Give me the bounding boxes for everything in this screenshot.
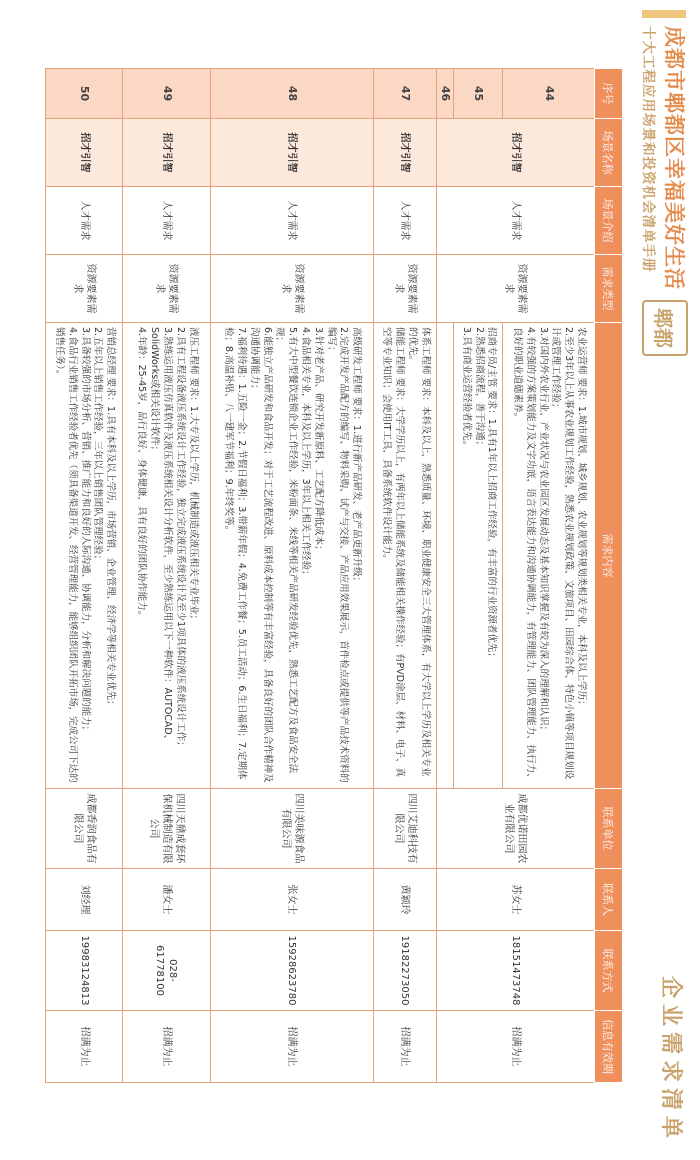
scene-name: 招才引智: [210, 119, 373, 187]
demand-content: [503, 323, 595, 789]
content-line: 2.熟悉招商流程，善于沟通；: [473, 327, 485, 451]
page-header: [626, 0, 700, 1160]
scene-name: 招才引智: [436, 119, 594, 187]
demand-content: [436, 323, 453, 789]
contact-person: 苏女士: [436, 869, 594, 931]
demand-type: 资源要素需求: [373, 255, 436, 323]
company: 四川美味源食品有限公司: [210, 789, 373, 869]
content-line: 液压工程师 要求：1.大专及以上学历，机械制造或液压相关专业毕业；: [187, 327, 199, 625]
company: 四川艾迪科技有限公司: [373, 789, 436, 869]
content-line: 4.食品相关专业，本科及以上学历，3年以上相关工作经验；: [300, 327, 312, 580]
scene-intro: 人才需求: [373, 187, 436, 255]
validity: 招满为止: [46, 1011, 123, 1083]
col-header-scene: 场景名称: [595, 119, 623, 187]
demand-content: [373, 323, 436, 789]
demand-type: 资源要素需求: [123, 255, 210, 323]
header-accent-bar: [642, 10, 686, 18]
contact-phone: 15928623780: [210, 931, 373, 1011]
scene-intro: 人才需求: [46, 187, 123, 255]
validity: 招满为止: [436, 1011, 594, 1083]
row-no: 45: [454, 69, 503, 119]
col-header-validity: 信息有效期: [595, 1011, 623, 1083]
content-line: 4.食品行业销售工作经验者优先（须具备渠道开发、经营管理能力，能够组织团队开拓市场，完成公司下达的销售任务）。: [53, 327, 78, 783]
content-line: 6.能独立产品研发和食品开发；对于工艺流程改进、原料成本控制等有丰富经验，具备良好的团队合作精神及沟通协调能力；: [248, 327, 273, 783]
content-line: 招商专员/主管 要求：1.具有1年以上招商工作经验，有丰富的行业资源者优先；: [486, 327, 498, 662]
content-line: 3.具有商业运营经验者优先。: [460, 327, 472, 451]
validity: 招满为止: [373, 1011, 436, 1083]
content-line: 3.对国内外农业行业、产业状况与农业园区发展动态及基本知识掌握及有较为深入的理解和认识；: [537, 327, 549, 736]
section-tag: 企业需求清单: [658, 975, 683, 1144]
table-header-row: [595, 69, 623, 1083]
contact-phone: 19983124813: [46, 931, 123, 1011]
row-no: 49: [123, 69, 210, 119]
header-subtitle: 十大工程应用场景和投资机会清单手册: [640, 26, 656, 273]
company: 四川天鼎成套环保机械制造有限公司: [123, 789, 210, 869]
pidu-logo: 郫都: [642, 300, 688, 356]
demand-content: [210, 323, 373, 789]
company: 成都优诺田园农业有限公司: [436, 789, 594, 869]
content-line: 3.针对老产品、研究开发新原料、工艺配方降低成本；: [312, 327, 324, 555]
company: 成都香润食品有限公司: [46, 789, 123, 869]
col-header-no: 序号: [595, 69, 623, 119]
scene-intro: 人才需求: [436, 187, 594, 255]
header-title: 成都市郫都区幸福美好生活: [662, 26, 686, 290]
demand-table: [45, 68, 623, 1083]
contact-person: 潘女士: [123, 869, 210, 931]
col-header-contact: 联系人: [595, 869, 623, 931]
scene-intro: 人才需求: [123, 187, 210, 255]
contact-person: 刘经理: [46, 869, 123, 931]
contact-phone: 19182273050: [373, 931, 436, 1011]
content-line: 7.福利待遇：1.五险一金；2.节假日福利；3.带薪年假；4.免费工作餐；5.员工活动；6.生日福利；7.定期体检；8.高温补贴、八一建军节福利；9.年终奖等。: [223, 327, 247, 780]
content-line: 5.有大中型餐饮连锁企业工作经验，米粉面条、米线等相关产品研发经验优先，熟悉工艺配方及食品安全法规；: [274, 327, 299, 774]
col-header-intro: 场景介绍: [595, 187, 623, 255]
demand-type: 资源要素需求: [210, 255, 373, 323]
table-row: [210, 69, 373, 1083]
row-no: 46: [436, 69, 453, 119]
demand-content: [123, 323, 210, 789]
content-line: 2.至少3年以上从事农业规划工作经验，熟悉农业规划政策、文旅项目、田园综合体、特色小镇等项目规划设计或管理工作经验；: [550, 327, 575, 780]
validity: 招满为止: [210, 1011, 373, 1083]
col-header-type: 需求类型: [595, 255, 623, 323]
contact-phone: 18151473748: [436, 931, 594, 1011]
validity: 招满为止: [123, 1011, 210, 1083]
row-no: 47: [373, 69, 436, 119]
content-line: 2.五年以上销售工作经验，三年以上销售团队管理经验；: [92, 327, 104, 565]
row-no: 44: [503, 69, 595, 119]
table-row: [503, 69, 595, 1083]
content-line: 营销总经理 要求：1.具有本科及以上学历，市场营销、企业管理、经济学等相关专业优先；: [105, 327, 117, 710]
scene-intro: 人才需求: [210, 187, 373, 255]
scene-name: 招才引智: [123, 119, 210, 187]
col-header-content: 需求内容: [595, 323, 623, 789]
content-line: 农业运营师 要求：1.城市规划、城乡规划、农业规划等规划类相关专业，本科及以上学历；: [576, 327, 588, 710]
contact-phone: 028-61778100: [123, 931, 210, 1011]
table-row: [46, 69, 123, 1083]
contact-person: 张女士: [210, 869, 373, 931]
table-row: [373, 69, 436, 1083]
row-no: 48: [210, 69, 373, 119]
demand-content: [454, 323, 503, 789]
content-line: 2.完成开发产品配方的编写、物料采购、试产与交接、产品应用效果展示，首件检点或提供等产品技术资料的编写；: [325, 327, 350, 783]
table-row: [123, 69, 210, 1083]
content-line: 4.年龄：25-45岁，品行良好、身体健康，具有良好的团队协作能力。: [136, 327, 148, 621]
demand-type: 资源要素需求: [436, 255, 594, 323]
demand-content: [46, 323, 123, 789]
demand-type: 资源要素需求: [46, 255, 123, 323]
contact-person: 黄颖玲: [373, 869, 436, 931]
col-header-company: 联系单位: [595, 789, 623, 869]
content-line: 高级研发工程师 要求：1.进行新产品研发、老产品更新升级；: [351, 327, 363, 587]
content-line: 4.有较强的方案策划能力及文字功底，语言表达能力和沟通协调能力，有管理能力、团队管理能力、执行力、良好的职业道德素养。: [512, 327, 536, 783]
row-no: 50: [46, 69, 123, 119]
scene-name: 招才引智: [46, 119, 123, 187]
content-line: 3.熟练运用液压仿真软件及液压系统相关设计分析软件，至少熟练运用以下一种软件：AUTOCAD、SolidWorks或相关设计软件；: [149, 327, 173, 745]
content-line: 储能工程师 要求：大学学历以上，有两年以上储能系统及储能相关操作经验；有PVD涂层、材料、电子、真空等专业知识；会使用IT工具，具备系统软件设计能力。: [381, 327, 405, 778]
scene-name: 招才引智: [373, 119, 436, 187]
col-header-phone: 联系方式: [595, 931, 623, 1011]
content-line: 体系工程师 要求：本科及以上，熟悉质量、环境、职业健康安全三大管理体系，有大学以上学历及相关专业的优先。: [406, 327, 431, 777]
content-line: 3.具备较强的市场分析、营销、推广能力和良好的人际沟通、协调能力，分析和解决问题的能力；: [79, 327, 91, 736]
content-line: 2.具有工程设备液压系统设计工作经验，独立完成液压系统设计及至少1项具体的液压系统设计工作；: [174, 327, 186, 751]
